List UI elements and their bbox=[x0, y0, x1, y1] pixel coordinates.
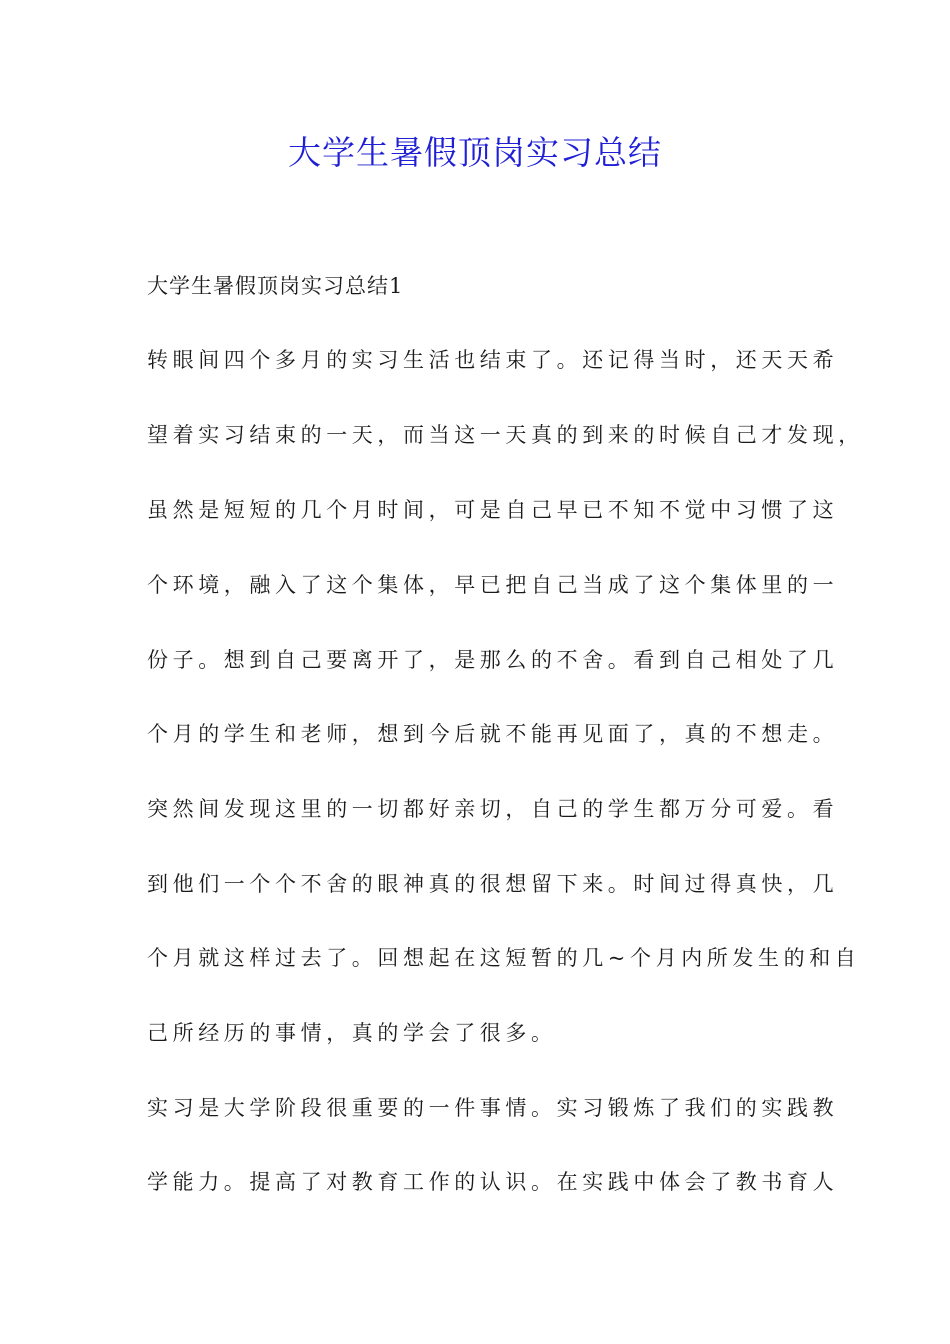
document-title: 大学生暑假顶岗实习总结 bbox=[288, 133, 662, 172]
body-text-line: 转眼间四个多月的实习生活也结束了。还记得当时，还天天希 bbox=[147, 348, 839, 372]
body-text-line: 个月的学生和老师，想到今后就不能再见面了，真的不想走。 bbox=[147, 722, 839, 746]
body-text-line: 突然间发现这里的一切都好亲切，自己的学生都万分可爱。看 bbox=[147, 797, 839, 821]
body-text-line: 望着实习结束的一天，而当这一天真的到来的时候自己才发现， bbox=[147, 423, 864, 447]
body-text-line: 实习是大学阶段很重要的一件事情。实习锻炼了我们的实践教 bbox=[147, 1096, 839, 1120]
body-text-line: 个月就这样过去了。回想起在这短暂的几~个月内所发生的和自 bbox=[147, 946, 861, 970]
body-text-line: 己所经历的事情，真的学会了很多。 bbox=[147, 1021, 557, 1045]
body-text-line: 个环境，融入了这个集体，早已把自己当成了这个集体里的一 bbox=[147, 573, 839, 597]
body-text-line: 学能力。提高了对教育工作的认识。在实践中体会了教书育人 bbox=[147, 1170, 839, 1194]
section-heading: 大学生暑假顶岗实习总结1 bbox=[147, 274, 404, 298]
body-text-line: 虽然是短短的几个月时间，可是自己早已不知不觉中习惯了这 bbox=[147, 498, 839, 522]
body-text-line: 到他们一个个不舍的眼神真的很想留下来。时间过得真快，几 bbox=[147, 872, 839, 896]
body-text-line: 份子。想到自己要离开了，是那么的不舍。看到自己相处了几 bbox=[147, 648, 839, 672]
